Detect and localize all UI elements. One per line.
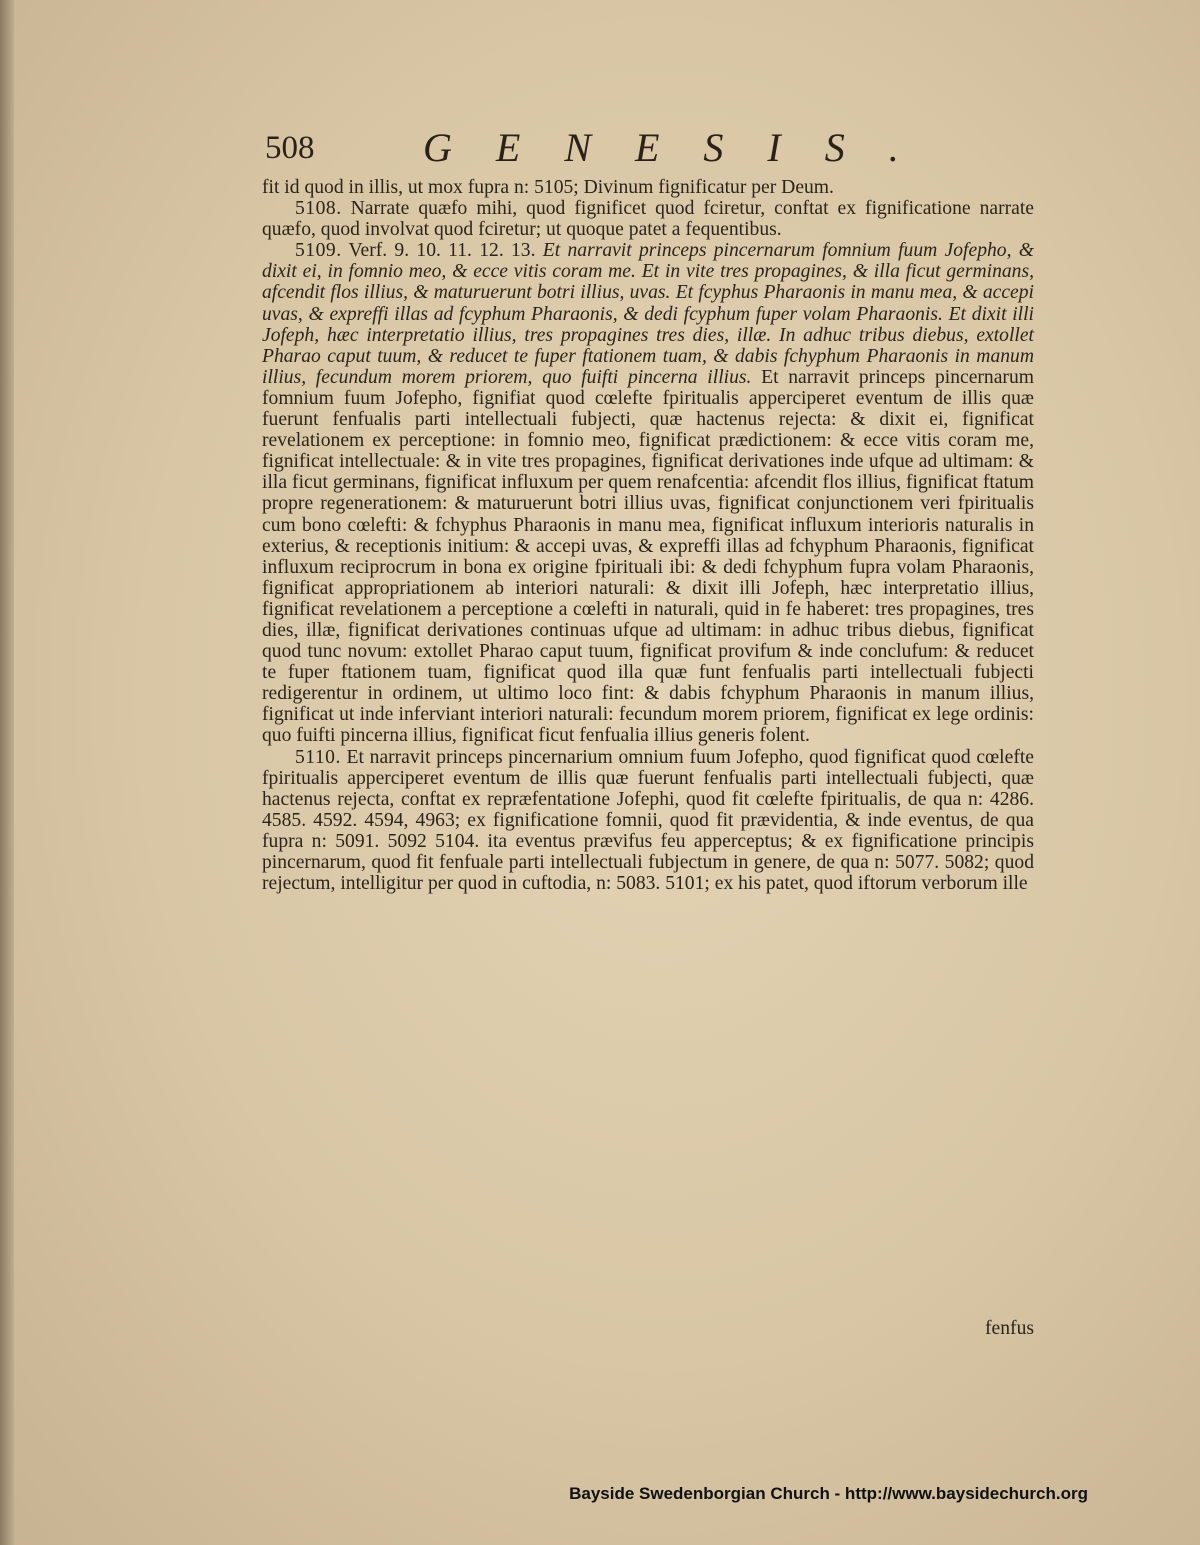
paragraph-text: Et narravit princeps pincernarium omnium fuum Jofepho, quod fignificat quod cœlefte fpiritualis apperciperet eventum de illis quæ fuerunt fenfualis parti intellectuali fubjecti, quæ hactenus rejecta, conftat ex repræfentatione Jofephi, quod fit cœlefte fpiritualis, de qua n: 4286. 4585. 4592. 4594, 4963; ex fignificatione fomnii, quod fit prævidentia, & inde eventus, de qua fupra n: 5091. 5092 5104. ita eventus prævifus feu apperceptus; & ex fignificatione principis pincernarum, quod fit fenfuale parti intellectuali fubjectum in genere, de qua n: 5077. 5082; quod rejectum, intelligitur per quod in cuftodia, n: 5083. 5101; ex his patet, quod iftorum verborum ille [262, 746, 1034, 895]
page-header [265, 122, 1035, 172]
paragraph-5110 [262, 747, 1034, 895]
running-title: GENESIS. [423, 125, 943, 170]
paragraph-5109 [262, 240, 1034, 746]
page-number: 508 [265, 130, 315, 166]
footer-credit: Bayside Swedenborgian Church - http://www.baysidechurch.org [569, 1484, 1088, 1503]
page-gutter [0, 0, 14, 1545]
verse-reference: Verf. 9. 10. 11. 12. 13. [348, 240, 536, 262]
paragraph-5108 [262, 198, 1034, 240]
paragraph-text: Et narravit princeps pincernarum fomnium fuum Jofepho, fignifiat quod cœlefte fpiritualis apperciperet eventum de illis quæ fuerunt fenfualis parti intellectuali fubjecti, quæ hactenus rejecta: & dixit ei, fignificat revelationem ex perceptione: in fomnio meo, fignificat prædictionem: & ecce vitis coram me, fignificat intellectuale: & in vite tres propagines, fignificat derivationes inde ufque ad ultimam: & illa ficut germinans, fignificat influxum per quem renafcentia: afcendit flos illius, fignificat ftatum propre regenerationem: & maturuerunt botri illius uvas, fignificat conjunctionem veri fpiritualis cum bono cœlefti: & fchyphus Pharaonis in manu mea, fignificat influxum interioris naturalis in exterius, & receptionis initium: & accepi uvas, & expreffi illas ad fchyphum Pharaonis, fignificat influxum reciprocrum in bona ex origine fpirituali ibi: & dedi fchyphum fupra volam Pharaonis, fignificat appropriationem ab interiori naturali: & dixit illi Jofeph, hæc interpretatio illius, fignificat revelationem a perceptione a cœlefti in naturali, quid in fe haberet: tres propagines, tres dies, illæ, fignificat derivationes continuas ufque ad ultimam: in adhuc tribus diebus, fignificat quod tunc novum: extollet Pharao caput tuum, fignificat provifum & inde conclufum: & reducet te fuper ftationem tuam, fignificat quod illa quæ funt fenfualis parti intellectuali fubjecti redigerentur in ordinem, ut ultimo loco fint: & dabis fchyphum Pharaonis in manum illius, fignificat ut inde inferviant interiori naturali: fecundum morem priorem, fignificat ex lege ordinis: quo fuifti pincerna illius, fignificat ficut fenfualia illius generis folent. [262, 366, 1034, 747]
scripture-quote: Et narravit princeps pincernarum fomnium fuum Jofepho, & dixit ei, in fomnio meo, & ecce vitis coram me. Et in vite tres propagines, & illa ficut germinans, afcendit flos illius, & maturuerunt botri illius, uvas. Et fcyphus Pharaonis in manu mea, & accepi uvas, & expreffi illas ad fcyphum Pharaonis, & dedi fcyphum fuper volam Pharaonis. Et dixit illi Jofeph, hæc interpretatio illius, tres propagines tres dies, illæ. In adhuc tribus diebus, extollet Pharao caput tuum, & reducet te fuper ftationem tuam, & dabis fchyphum Pharaonis in manum illius, fecundum morem priorem, quo fuifti pincerna illius. [262, 240, 1035, 388]
paragraph-number: 5109. [295, 240, 342, 262]
paragraph-continuation: fit id quod in illis, ut mox fupra n: 5105; Divinum fignificatur per Deum. [262, 177, 834, 198]
paragraph-number: 5108. [295, 198, 342, 220]
body-text [262, 177, 1034, 894]
paragraph-text: Narrate quæfo mihi, quod fignificet quod fciretur, conftat ex fignificatione narrate quæfo, quod involvat quod fciretur; ut quoque patet a fequentibus. [262, 198, 1034, 241]
paragraph-number: 5110. [295, 746, 341, 768]
catchword: fenfus [985, 1318, 1034, 1339]
